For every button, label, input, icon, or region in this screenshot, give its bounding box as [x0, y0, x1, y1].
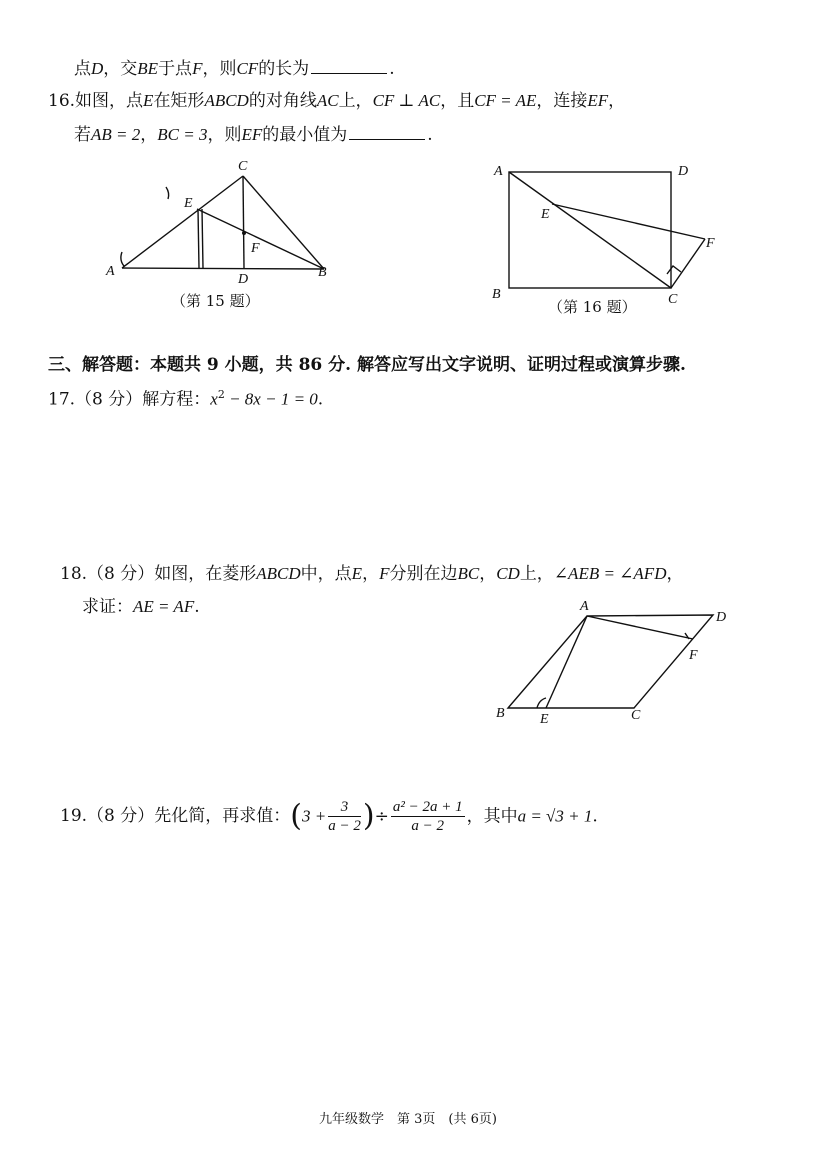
text: ， — [362, 564, 380, 584]
q17-line — [48, 384, 323, 411]
math-text: EF — [241, 125, 263, 144]
fraction-denominator: a − 2 — [411, 818, 445, 834]
right-angle-mark — [667, 266, 681, 274]
math-text: F — [379, 564, 390, 583]
q16-line-1 — [48, 90, 625, 112]
label-c: C — [238, 159, 248, 174]
label-d: D — [678, 164, 689, 179]
figure-15-caption: （第 15 题） — [171, 292, 260, 310]
math-text: a = √3 + 1 — [517, 806, 593, 826]
math-text: AE = AF — [133, 597, 195, 616]
segment-af — [587, 616, 693, 639]
label-c: C — [631, 708, 641, 723]
math-text: F — [192, 59, 203, 78]
label-b: B — [496, 706, 505, 721]
text: ，连接 — [536, 91, 588, 111]
math-text: ∠AEB = ∠AFD — [553, 564, 667, 583]
math-text: BE — [137, 59, 159, 78]
text: 于点 — [158, 59, 193, 79]
segment-ae — [546, 616, 587, 708]
section-3-heading: 三、解答题：本题共 9 小题，共 86 分. 解答应写出文字说明、证明过程或演算步骤. — [48, 355, 686, 375]
question-number: 19. — [60, 806, 88, 826]
text: 求证： — [82, 597, 133, 617]
text: . — [592, 806, 598, 827]
text: ， — [608, 91, 626, 111]
label-f: F — [706, 236, 715, 251]
label-a: A — [494, 164, 503, 179]
label-f: F — [689, 648, 698, 663]
fraction-denominator: a − 2 — [328, 818, 361, 834]
math-text: EF — [587, 91, 609, 110]
right-paren: ) — [362, 798, 375, 834]
text: ， — [666, 564, 684, 584]
text: ，且 — [440, 91, 475, 111]
left-paren: ( — [290, 798, 302, 834]
figure-18 — [488, 595, 738, 730]
math-text: AB = 2 — [91, 125, 141, 144]
segment-ef — [552, 204, 705, 239]
label-d: D — [238, 272, 249, 285]
text: （8 分）先化简，再求值： — [87, 806, 291, 826]
segment-cf — [671, 239, 705, 288]
point-f — [242, 231, 246, 235]
text: ，其中 — [466, 806, 518, 827]
question-number: 16. — [48, 91, 76, 111]
fraction-numerator: a² − 2a + 1 — [392, 799, 463, 815]
segment-cd — [243, 176, 244, 268]
angle-mark-e — [537, 698, 546, 708]
math-text: CF ⊥ AC — [372, 91, 441, 110]
label-c: C — [668, 292, 678, 305]
math-text: BC = 3 — [157, 125, 208, 144]
math-text: 3 + — [302, 806, 327, 826]
text: ，则 — [202, 59, 237, 79]
text: 分别在边 — [389, 564, 458, 584]
stray-mark — [166, 187, 169, 199]
fraction-2 — [391, 798, 465, 835]
question-number: 18. — [60, 564, 88, 584]
figure-16-caption: （第 16 题） — [548, 298, 637, 316]
q18-line-1 — [60, 563, 683, 585]
label-b: B — [318, 265, 327, 280]
math-text: D — [91, 59, 104, 78]
text: 若 — [74, 125, 91, 145]
text: 如图，点 — [75, 91, 144, 111]
label-e: E — [541, 207, 550, 222]
math-text: − 8x − 1 = 0 — [224, 389, 318, 409]
segment-ab — [122, 268, 324, 269]
figure-16 — [488, 155, 728, 305]
answer-blank[interactable] — [311, 59, 387, 74]
text: 点 — [74, 59, 91, 79]
math-text: x — [210, 389, 218, 409]
q16-line-2 — [74, 124, 433, 146]
text: 的最小值为 — [262, 125, 348, 145]
math-text: ABCD — [204, 91, 249, 110]
q19-line — [60, 796, 598, 837]
text: ， — [479, 564, 497, 584]
label-a: A — [580, 599, 589, 614]
segment-e-foot-2 — [202, 209, 203, 268]
text: 的长为 — [258, 59, 310, 79]
stray-mark-2 — [121, 252, 124, 266]
label-e: E — [540, 712, 549, 727]
text: 中，点 — [300, 564, 352, 584]
segment-e-foot — [198, 209, 199, 268]
text: 在矩形 — [153, 91, 205, 111]
text: . — [389, 59, 395, 79]
text: （8 分）解方程： — [75, 389, 211, 410]
label-a: A — [106, 264, 115, 279]
page-footer: 九年级数学 第 3页 (共 6页) — [319, 1112, 497, 1127]
text: 上， — [338, 91, 373, 111]
text: （8 分）如图，在菱形 — [87, 564, 257, 584]
math-text: E — [351, 564, 363, 583]
q18-line-2 — [82, 596, 200, 618]
answer-blank[interactable] — [349, 125, 425, 140]
label-d: D — [716, 610, 727, 625]
math-text: ABCD — [256, 564, 301, 583]
text: 上， — [519, 564, 554, 584]
exponent: 2 — [217, 388, 225, 401]
math-text: BC — [457, 564, 480, 583]
label-b: B — [492, 287, 501, 302]
question-number: 17. — [48, 389, 76, 410]
text: . — [317, 389, 324, 410]
divide-sign: ÷ — [374, 806, 389, 827]
label-f: F — [251, 241, 260, 256]
math-text: CD — [496, 564, 520, 583]
segment-eb — [197, 209, 324, 269]
text: ， — [140, 125, 158, 145]
q15-tail-line — [74, 58, 395, 80]
fraction-numerator: 3 — [328, 798, 361, 817]
text: ，交 — [103, 59, 138, 79]
math-text: CF — [236, 59, 259, 78]
text: . — [427, 125, 433, 145]
math-text: E — [143, 91, 154, 110]
text: 的对角线 — [248, 91, 317, 111]
math-text: AC — [316, 91, 339, 110]
figure-15 — [100, 155, 350, 285]
label-e: E — [184, 196, 193, 211]
text: . — [194, 597, 200, 617]
rhombus-abcd — [508, 615, 713, 708]
fraction-1 — [328, 798, 361, 835]
diagonal-ac — [509, 172, 671, 288]
text: ，则 — [207, 125, 242, 145]
math-text: CF = AE — [474, 91, 537, 110]
